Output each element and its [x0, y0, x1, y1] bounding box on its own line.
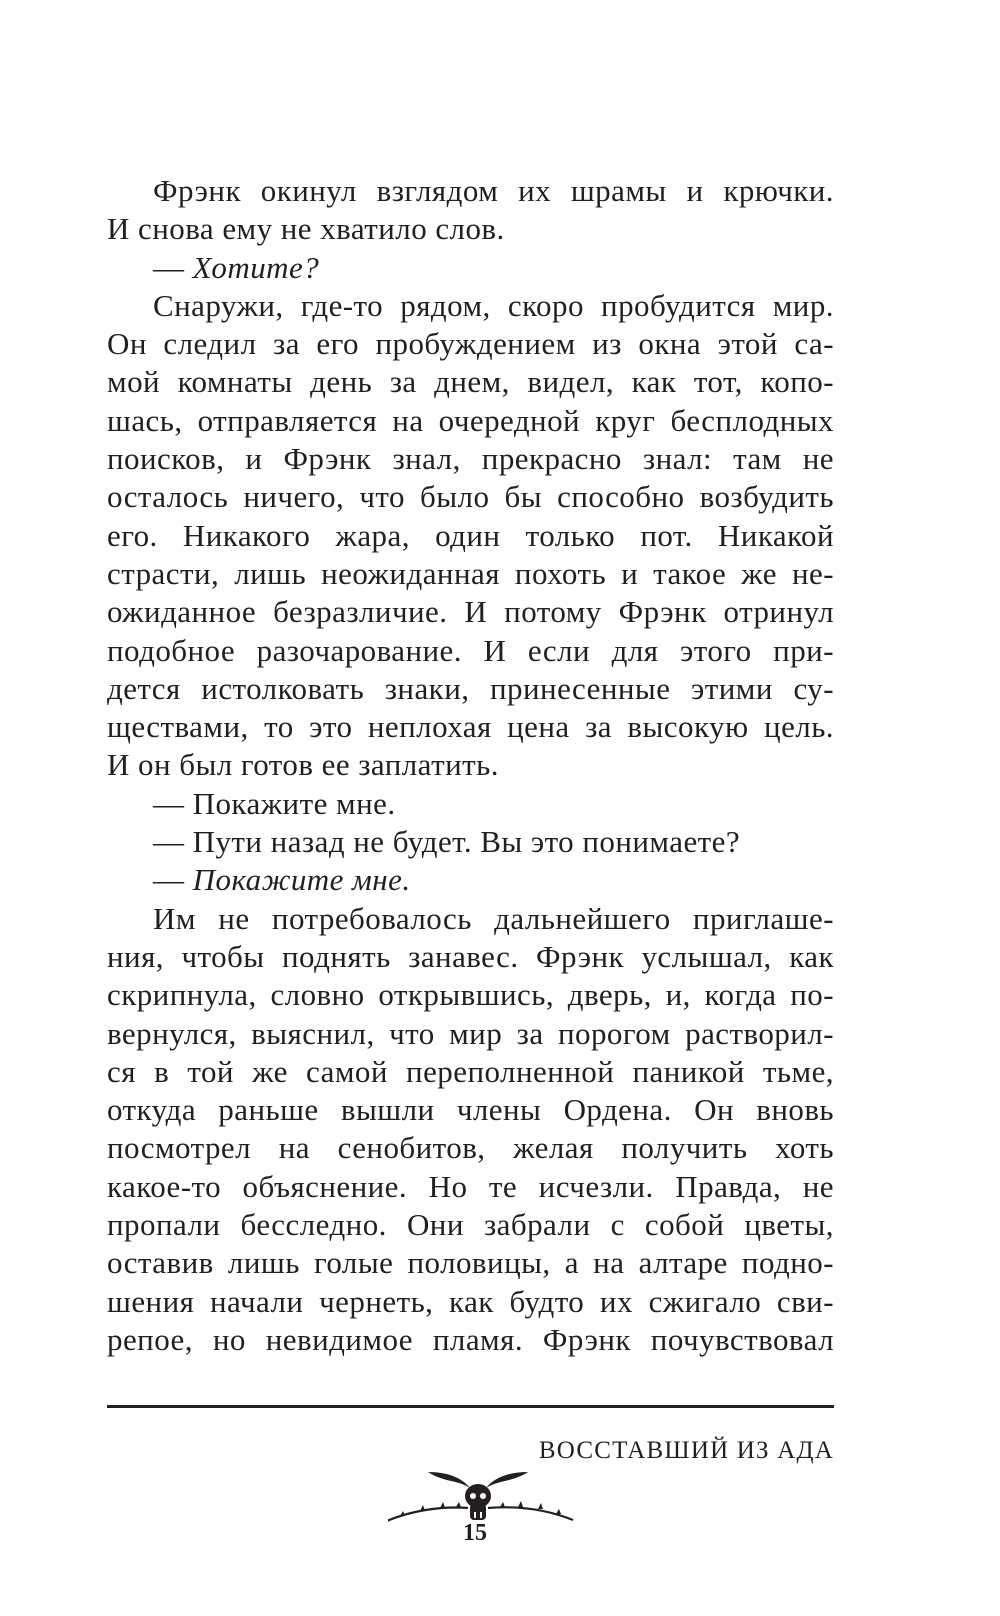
text-line: его. Никакого жара, один только пот. Никакой [107, 517, 834, 553]
text-line: мой комнаты день за днем, видел, как тот, копо- [107, 364, 834, 400]
body-text [107, 172, 834, 1359]
text-line: Фрэнк окинул взглядом их шрамы и крючки. [153, 173, 834, 208]
italic-speech: Хотите? [192, 249, 320, 285]
text-line: подобное разочарование. И если для этого при- [107, 632, 834, 668]
text-line: оставив лишь голые половицы, а на алтаре подно- [107, 1245, 834, 1281]
text-line: какое-то объяснение. Но те исчезли. Правда, не [107, 1168, 834, 1204]
text-line: — Хотите? [153, 249, 320, 285]
text-line: Снаружи, где-то рядом, скоро пробудится мир. [153, 287, 834, 323]
text-line: ния, чтобы поднять занавес. Фрэнк услышал, как [107, 938, 834, 974]
text-line: ся в той же самой переполненной паникой тьме, [107, 1053, 834, 1089]
text-line: репое, но невидимое пламя. Фрэнк почувствовал [107, 1321, 834, 1357]
text-line: — Пути назад не будет. Вы это понимаете? [153, 824, 741, 860]
text-line: поисков, и Фрэнк знал, прекрасно знал: там не [107, 441, 834, 477]
text-line: Им не потребовалось дальнейшего приглаше- [153, 900, 834, 936]
text-line: страсти, лишь неожиданная похоть и такое же не- [107, 555, 834, 591]
running-title: ВОССТАВШИЙ ИЗ АДА [538, 1437, 834, 1464]
italic-speech: Покажите мне. [192, 862, 411, 898]
text-line: вернулся, выяснил, что мир за порогом растворил- [107, 1015, 834, 1051]
text-line: дется истолковать знаки, принесенные этими су- [107, 670, 834, 706]
text-line: И снова ему не хватило слов. [107, 211, 505, 247]
footer-rule [107, 1405, 834, 1408]
page-number: 15 [463, 1520, 487, 1546]
text-line: шась, отправляется на очередной круг бесплодных [107, 402, 834, 438]
text-line: посмотрел на сенобитов, желая получить хоть [107, 1130, 834, 1166]
text-line: — Покажите мне. [153, 862, 411, 898]
text-line: откуда раньше вышли члены Ордена. Он вновь [107, 1092, 834, 1128]
text-line: ществами, то это неплохая цена за высокую цель. [107, 709, 834, 745]
text-line: И он был готов ее заплатить. [107, 747, 499, 783]
text-line: осталось ничего, что было бы способно возбудить [107, 479, 834, 515]
text-line: скрипнула, словно открывшись, дверь, и, когда по- [107, 977, 834, 1013]
text-line: ожиданное безразличие. И потому Фрэнк отринул [107, 594, 834, 630]
text-line: пропали бесследно. Они забрали с собой цветы, [107, 1207, 834, 1243]
text-line: — Покажите мне. [153, 785, 396, 821]
text-line: шения начали чернеть, как будто их сжигало сви- [107, 1283, 834, 1319]
text-line: Он следил за его пробуждением из окна этой са- [107, 326, 834, 362]
